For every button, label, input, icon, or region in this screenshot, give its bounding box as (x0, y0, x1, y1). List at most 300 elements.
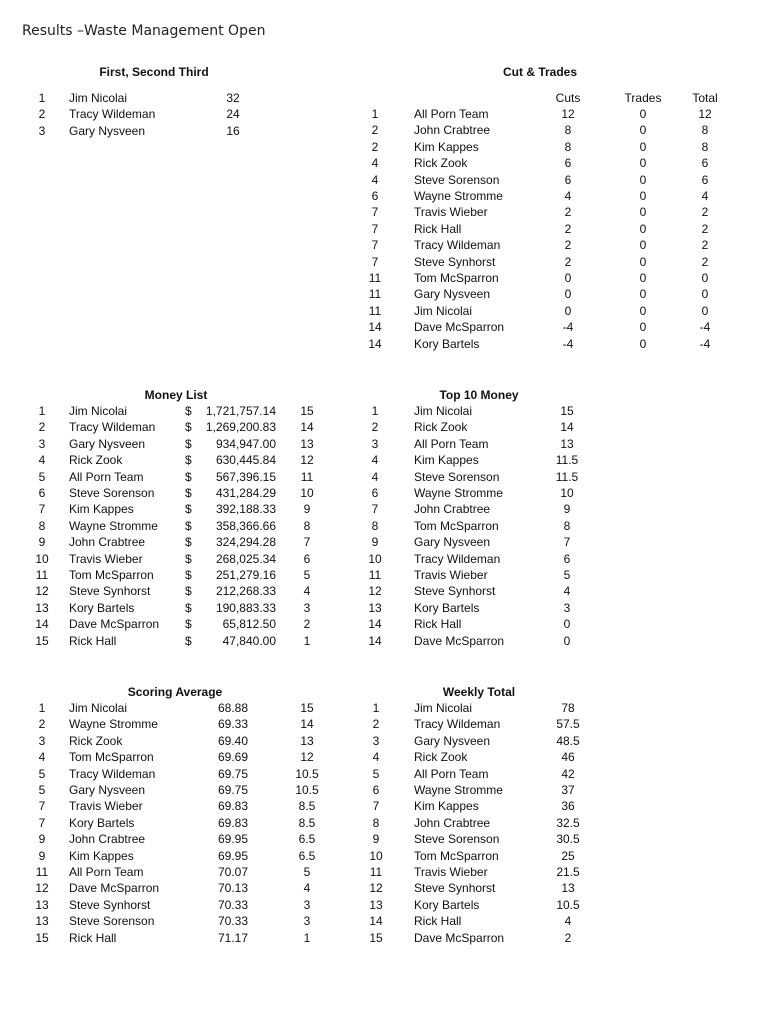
position-cell: 3 (371, 436, 379, 451)
points-cell: 0 (563, 633, 571, 648)
average-cell: 69.75 (217, 783, 249, 797)
average-cell: 70.33 (217, 897, 249, 912)
position-cell: 12 (35, 881, 49, 896)
position-cell: 9 (38, 832, 46, 847)
player-name-cell: John Crabtree (69, 535, 146, 550)
points-cell: 14 (300, 420, 314, 435)
total-cell: 57.5 (556, 717, 580, 732)
currency-symbol-cell: $ (185, 600, 192, 615)
weekly-total-row (0, 749, 768, 765)
currency-symbol-cell: $ (185, 404, 192, 418)
cuts-cell: 4 (564, 189, 572, 203)
weekly-total-row (0, 815, 768, 831)
player-name-cell: Steve Sorenson (69, 914, 155, 929)
position-cell: 15 (35, 930, 49, 945)
player-name-cell: Rick Zook (414, 420, 468, 435)
player-name-cell: Jim Nicolai (69, 404, 128, 418)
trades-cell: 0 (639, 254, 647, 269)
position-cell: 15 (369, 930, 383, 945)
total-cell: 4 (564, 914, 572, 929)
points-cell: 2 (303, 617, 311, 632)
weekly-total-row (0, 766, 768, 782)
cuts-cell: 12 (561, 107, 575, 121)
points-cell: 3 (303, 600, 311, 615)
points-cell: 5 (303, 568, 311, 582)
cut-trades-row (0, 237, 768, 253)
average-cell: 70.07 (217, 865, 249, 879)
player-name-cell: Dave McSparron (69, 881, 160, 896)
trades-cell: 0 (639, 172, 647, 187)
player-name-cell: Jim Nicolai (414, 404, 473, 418)
player-name-cell: Steve Synhorst (414, 254, 496, 269)
position-cell: 9 (38, 848, 46, 863)
position-cell: 6 (371, 189, 379, 203)
trades-cell: 0 (639, 320, 647, 335)
weekly-total-row (0, 831, 768, 847)
position-cell: 3 (38, 733, 46, 748)
position-cell: 7 (38, 799, 46, 814)
money-list-title: Money List (144, 388, 208, 402)
position-cell: 1 (38, 701, 46, 715)
points-cell: 5 (563, 568, 571, 582)
total-cell: 42 (561, 766, 575, 781)
cut-trades-row (0, 270, 768, 286)
weekly-total-row (0, 930, 768, 946)
position-cell: 11 (368, 271, 382, 285)
points-cell: 3 (303, 897, 311, 912)
trades-cell: 0 (639, 139, 647, 154)
amount-cell: 212,268.33 (215, 584, 276, 599)
position-cell: 12 (35, 584, 49, 599)
player-name-cell: Kim Kappes (69, 848, 134, 863)
position-cell: 4 (371, 469, 379, 484)
position-cell: 13 (368, 600, 382, 615)
amount-cell: 934,947.00 (215, 436, 276, 451)
total-cell: 78 (561, 701, 575, 715)
player-name-cell: Kim Kappes (414, 139, 479, 154)
player-name-cell: Rick Zook (414, 750, 468, 765)
player-name-cell: Tracy Wildeman (69, 420, 156, 435)
player-name-cell: Kory Bartels (414, 600, 480, 615)
position-cell: 7 (371, 254, 379, 269)
total-cell: 37 (561, 783, 575, 797)
trades-cell: 0 (639, 205, 647, 220)
amount-cell: 65,812.50 (222, 617, 276, 632)
total-cell: 6 (701, 156, 709, 171)
weekly-total-row (0, 848, 768, 864)
top10-money-row (0, 600, 768, 616)
currency-symbol-cell: $ (185, 453, 192, 468)
position-cell: 3 (38, 123, 46, 138)
currency-symbol-cell: $ (185, 551, 192, 566)
points-cell: 13 (300, 733, 314, 748)
cuts-column-header: Cuts (555, 91, 581, 105)
trades-cell: 0 (639, 336, 647, 351)
top10-money-row (0, 452, 768, 468)
currency-symbol-cell: $ (185, 584, 192, 599)
points-cell: 7 (303, 535, 311, 550)
position-cell: 11 (369, 865, 383, 879)
cut-trades-row (0, 139, 768, 155)
cut-trades-row (0, 254, 768, 270)
cuts-cell: 6 (564, 172, 572, 187)
cut-trades-row (0, 106, 768, 122)
average-cell: 70.33 (217, 914, 249, 929)
cut-trades-row (0, 286, 768, 302)
currency-symbol-cell: $ (185, 535, 192, 550)
player-name-cell: Jim Nicolai (414, 701, 473, 715)
cuts-cell: 2 (564, 238, 572, 253)
weekly-total-row (0, 700, 768, 716)
player-name-cell: Kim Kappes (414, 799, 479, 814)
player-name-cell: Rick Hall (414, 617, 462, 632)
points-cell: 10 (300, 486, 314, 500)
position-cell: 3 (372, 733, 380, 748)
position-cell: 11 (368, 303, 382, 318)
player-name-cell: All Porn Team (414, 436, 489, 451)
player-name-cell: John Crabtree (69, 832, 146, 847)
amount-cell: 392,188.33 (215, 502, 276, 517)
player-name-cell: Wayne Stromme (414, 189, 503, 203)
cut-trades-row (0, 221, 768, 237)
points-cell: 6.5 (298, 848, 316, 863)
points-cell: 10 (560, 486, 574, 500)
position-cell: 2 (38, 107, 46, 122)
currency-symbol-cell: $ (185, 436, 192, 451)
position-cell: 7 (371, 221, 379, 236)
points-cell: 15 (300, 404, 314, 418)
position-cell: 6 (371, 486, 379, 500)
player-name-cell: Gary Nysveen (69, 783, 146, 797)
points-cell: 9 (303, 502, 311, 517)
player-name-cell: Jim Nicolai (69, 91, 128, 105)
currency-symbol-cell: $ (185, 469, 192, 484)
player-name-cell: Steve Synhorst (69, 584, 151, 599)
points-cell: 11.5 (555, 469, 579, 484)
position-cell: 12 (369, 881, 383, 896)
points-cell: 8 (563, 518, 571, 533)
top10-money-row (0, 616, 768, 632)
position-cell: 4 (38, 750, 46, 765)
player-name-cell: Steve Synhorst (414, 584, 496, 599)
total-cell: 2 (564, 930, 572, 945)
player-name-cell: Steve Synhorst (414, 881, 496, 896)
position-cell: 7 (371, 502, 379, 517)
cut-trades-row (0, 303, 768, 319)
points-cell: 8 (303, 518, 311, 533)
player-name-cell: All Porn Team (414, 107, 489, 121)
position-cell: 2 (38, 717, 46, 732)
points-cell: 1 (303, 930, 311, 945)
amount-cell: 268,025.34 (215, 551, 276, 566)
player-name-cell: Dave McSparron (69, 617, 160, 632)
player-name-cell: John Crabtree (414, 502, 491, 517)
points-cell: 13 (300, 436, 314, 451)
position-cell: 14 (368, 320, 382, 335)
position-cell: 11 (368, 568, 382, 582)
average-cell: 69.40 (217, 733, 249, 748)
position-cell: 8 (372, 815, 380, 830)
player-name-cell: Gary Nysveen (69, 123, 146, 138)
total-cell: 21.5 (556, 865, 580, 879)
total-cell: 25 (561, 848, 575, 863)
player-name-cell: Travis Wieber (69, 799, 143, 814)
top10-money-row (0, 469, 768, 485)
position-cell: 7 (38, 502, 46, 517)
currency-symbol-cell: $ (185, 420, 192, 435)
top10-money-row (0, 419, 768, 435)
player-name-cell: Travis Wieber (69, 551, 143, 566)
player-name-cell: Wayne Stromme (69, 518, 158, 533)
player-name-cell: Gary Nysveen (69, 436, 146, 451)
total-cell: 36 (561, 799, 575, 814)
amount-cell: 1,721,757.14 (205, 404, 276, 418)
position-cell: 7 (371, 238, 379, 253)
amount-cell: 630,445.84 (215, 453, 276, 468)
total-cell: 2 (701, 238, 709, 253)
top10-money-row (0, 518, 768, 534)
position-cell: 4 (371, 453, 379, 468)
currency-symbol-cell: $ (185, 633, 192, 648)
position-cell: 13 (35, 914, 49, 929)
total-cell: 4 (701, 189, 709, 203)
points-cell: 10.5 (295, 783, 319, 797)
points-cell: 3 (303, 914, 311, 929)
points-cell: 11 (300, 469, 314, 484)
player-name-cell: Steve Sorenson (69, 486, 155, 500)
position-cell: 9 (372, 832, 380, 847)
total-cell: -4 (699, 320, 711, 335)
currency-symbol-cell: $ (185, 518, 192, 533)
position-cell: 5 (38, 783, 46, 797)
position-cell: 12 (368, 584, 382, 599)
position-cell: 1 (371, 107, 379, 121)
points-cell: 12 (300, 750, 314, 765)
player-name-cell: Tom McSparron (69, 568, 154, 582)
trades-cell: 0 (639, 189, 647, 203)
player-name-cell: Tracy Wildeman (414, 551, 501, 566)
player-name-cell: Kim Kappes (414, 453, 479, 468)
player-name-cell: Kory Bartels (69, 815, 135, 830)
weekly-total-title: Weekly Total (442, 685, 516, 699)
trades-cell: 0 (639, 287, 647, 302)
player-name-cell: Steve Synhorst (69, 897, 151, 912)
player-name-cell: Gary Nysveen (414, 535, 491, 550)
average-cell: 70.13 (217, 881, 249, 896)
points-cell: 13 (560, 436, 574, 451)
position-cell: 9 (38, 535, 46, 550)
weekly-total-row (0, 913, 768, 929)
player-name-cell: Kory Bartels (69, 600, 135, 615)
cuts-cell: -4 (562, 320, 574, 335)
first-second-third-title: First, Second Third (99, 65, 209, 79)
currency-symbol-cell: $ (185, 617, 192, 632)
player-name-cell: Kory Bartels (414, 897, 480, 912)
trades-cell: 0 (639, 221, 647, 236)
player-name-cell: Rick Hall (69, 930, 117, 945)
cut-trades-row (0, 188, 768, 204)
position-cell: 5 (372, 766, 380, 781)
cut-trades-row (0, 122, 768, 138)
trades-cell: 0 (639, 303, 647, 318)
cuts-cell: 0 (564, 287, 572, 302)
cuts-cell: 8 (564, 123, 572, 138)
position-cell: 5 (38, 766, 46, 781)
position-cell: 8 (371, 518, 379, 533)
position-cell: 11 (368, 287, 382, 302)
weekly-total-row (0, 864, 768, 880)
cuts-cell: 0 (564, 271, 572, 285)
weekly-total-row (0, 798, 768, 814)
player-name-cell: Tom McSparron (69, 750, 154, 765)
top10-money-row (0, 551, 768, 567)
position-cell: 2 (371, 420, 379, 435)
total-cell: 8 (701, 139, 709, 154)
total-cell: 10.5 (556, 897, 580, 912)
player-name-cell: Steve Sorenson (414, 469, 500, 484)
points-cell: 16 (226, 123, 240, 138)
total-cell: 2 (701, 254, 709, 269)
currency-symbol-cell: $ (185, 502, 192, 517)
amount-cell: 1,269,200.83 (205, 420, 276, 435)
amount-cell: 358,366.66 (215, 518, 276, 533)
weekly-total-row (0, 880, 768, 896)
points-cell: 9 (563, 502, 571, 517)
position-cell: 8 (38, 518, 46, 533)
top10-money-row (0, 567, 768, 583)
points-cell: 3 (563, 600, 571, 615)
position-cell: 1 (372, 701, 380, 715)
points-cell: 6 (563, 551, 571, 566)
weekly-total-row (0, 782, 768, 798)
position-cell: 13 (35, 897, 49, 912)
player-name-cell: Dave McSparron (414, 320, 505, 335)
player-name-cell: Travis Wieber (414, 205, 488, 220)
amount-cell: 190,883.33 (215, 600, 276, 615)
amount-cell: 47,840.00 (222, 633, 276, 648)
top10-money-row (0, 501, 768, 517)
player-name-cell: Rick Zook (414, 156, 468, 171)
player-name-cell: Wayne Stromme (414, 783, 503, 797)
player-name-cell: Kim Kappes (69, 502, 134, 517)
cut-trades-row (0, 336, 768, 352)
position-cell: 10 (369, 848, 383, 863)
player-name-cell: Kory Bartels (414, 336, 480, 351)
position-cell: 2 (38, 420, 46, 435)
top10-money-row (0, 534, 768, 550)
position-cell: 4 (372, 750, 380, 765)
average-cell: 69.83 (217, 799, 249, 814)
cut-trades-title: Cut & Trades (502, 65, 578, 79)
trades-cell: 0 (639, 123, 647, 138)
total-column-header: Total (692, 91, 718, 105)
points-cell: 0 (563, 617, 571, 632)
player-name-cell: Tom McSparron (414, 848, 499, 863)
average-cell: 69.75 (217, 766, 249, 781)
player-name-cell: Tracy Wildeman (414, 717, 501, 732)
average-cell: 69.95 (217, 832, 249, 847)
player-name-cell: All Porn Team (69, 469, 144, 484)
top10-money-row (0, 436, 768, 452)
player-name-cell: Travis Wieber (414, 865, 488, 879)
points-cell: 14 (300, 717, 314, 732)
first-second-third-row (0, 90, 768, 106)
position-cell: 1 (38, 404, 46, 418)
player-name-cell: Steve Sorenson (414, 832, 500, 847)
position-cell: 6 (372, 783, 380, 797)
position-cell: 13 (369, 897, 383, 912)
total-cell: 48.5 (556, 733, 580, 748)
total-cell: 0 (701, 271, 709, 285)
cut-trades-row (0, 319, 768, 335)
total-cell: 0 (701, 303, 709, 318)
trades-cell: 0 (639, 271, 647, 285)
player-name-cell: Tracy Wildeman (414, 238, 501, 253)
amount-cell: 567,396.15 (215, 469, 276, 484)
position-cell: 10 (368, 551, 382, 566)
points-cell: 4 (563, 584, 571, 599)
position-cell: 2 (372, 717, 380, 732)
amount-cell: 431,284.29 (215, 486, 276, 500)
position-cell: 1 (371, 404, 379, 418)
player-name-cell: Gary Nysveen (414, 733, 491, 748)
weekly-total-row (0, 716, 768, 732)
position-cell: 9 (371, 535, 379, 550)
player-name-cell: Jim Nicolai (414, 303, 473, 318)
average-cell: 69.69 (217, 750, 249, 765)
player-name-cell: John Crabtree (414, 123, 491, 138)
player-name-cell: Tom McSparron (414, 271, 499, 285)
weekly-total-row (0, 733, 768, 749)
average-cell: 69.95 (217, 848, 249, 863)
points-cell: 10.5 (295, 766, 319, 781)
cuts-cell: 2 (564, 221, 572, 236)
top10-money-title: Top 10 Money (439, 388, 519, 402)
total-cell: 0 (701, 287, 709, 302)
position-cell: 14 (369, 914, 383, 929)
player-name-cell: Gary Nysveen (414, 287, 491, 302)
position-cell: 14 (35, 617, 49, 632)
position-cell: 13 (35, 600, 49, 615)
position-cell: 5 (38, 469, 46, 484)
average-cell: 68.88 (217, 701, 249, 715)
player-name-cell: Rick Zook (69, 453, 123, 468)
points-cell: 7 (563, 535, 571, 550)
total-cell: 46 (561, 750, 575, 765)
total-cell: 2 (701, 205, 709, 220)
points-cell: 8.5 (298, 815, 316, 830)
weekly-total-row (0, 897, 768, 913)
player-name-cell: All Porn Team (414, 766, 489, 781)
currency-symbol-cell: $ (185, 486, 192, 500)
trades-cell: 0 (639, 238, 647, 253)
player-name-cell: Travis Wieber (414, 568, 488, 582)
scoring-average-title: Scoring Average (127, 685, 223, 699)
player-name-cell: All Porn Team (69, 865, 144, 879)
total-cell: 8 (701, 123, 709, 138)
player-name-cell: John Crabtree (414, 815, 491, 830)
page-title: Results –Waste Management Open (22, 23, 266, 39)
average-cell: 69.83 (217, 815, 249, 830)
total-cell: 12 (698, 107, 712, 121)
cuts-cell: 8 (564, 139, 572, 154)
amount-cell: 324,294.28 (215, 535, 276, 550)
total-cell: 2 (701, 221, 709, 236)
average-cell: 69.33 (217, 717, 249, 732)
points-cell: 4 (303, 584, 311, 599)
top10-money-row (0, 403, 768, 419)
position-cell: 15 (35, 633, 49, 648)
